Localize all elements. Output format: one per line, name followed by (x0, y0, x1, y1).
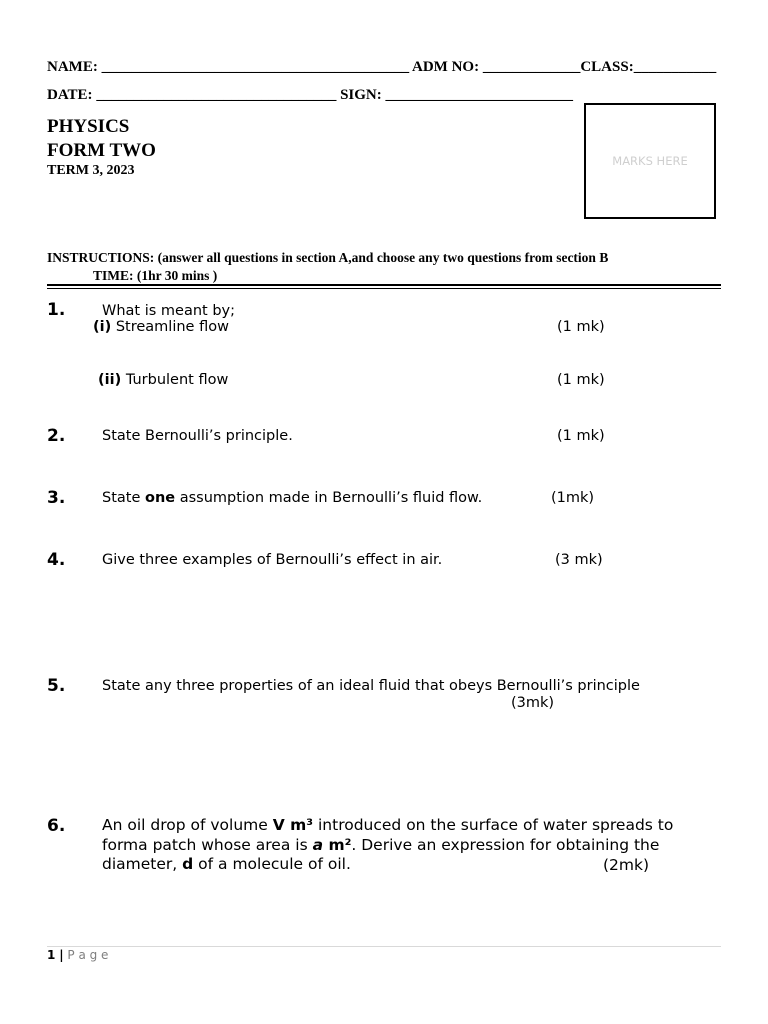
marks-label: (1 mk) (557, 372, 605, 388)
double-rule-top (47, 284, 721, 286)
question-number: 1. (47, 300, 66, 320)
question-number: 6. (47, 816, 66, 836)
name-label: NAME: (47, 59, 98, 75)
marks-label: (1mk) (551, 490, 595, 506)
sign-blank[interactable]: _________________________ (385, 87, 573, 103)
date-line (47, 87, 573, 104)
question-part (93, 319, 229, 335)
double-rule-bottom (47, 288, 721, 289)
question-text: State any three properties of an ideal fluid that obeys Bernoulli’s principle (102, 678, 640, 694)
marks-label: (1 mk) (557, 428, 605, 444)
part-text: Streamline flow (115, 319, 229, 335)
part-label: (i) (93, 319, 112, 335)
marks-label: (1 mk) (557, 319, 605, 335)
marks-label: (2mk) (603, 856, 650, 874)
part-text: Turbulent flow (125, 372, 229, 388)
part-label: (ii) (98, 372, 122, 388)
question-number: 3. (47, 488, 66, 508)
page-footer (47, 948, 108, 962)
question-number: 5. (47, 676, 66, 696)
sign-label: SIGN: (340, 87, 382, 103)
question-number: 2. (47, 426, 66, 446)
question-number: 4. (47, 550, 66, 570)
time-text: TIME: (1hr 30 mins ) (93, 268, 218, 283)
footer-divider (47, 946, 721, 947)
page-number: 1 (47, 948, 56, 962)
question-text: An oil drop of volume V m³ introduced on the surface of water spreads to forma patch whose area is a m². Derive an expression for obtaining the diameter, d of a molecule of oil. (102, 816, 674, 873)
page-label: P a g e (67, 948, 109, 962)
marks-box (584, 103, 716, 219)
adm-label: ADM NO: (412, 59, 480, 75)
adm-blank[interactable]: _____________ (482, 59, 581, 75)
date-blank[interactable]: ________________________________ (96, 87, 337, 103)
class-blank[interactable]: ___________ (633, 59, 717, 75)
question-part (98, 372, 228, 388)
question-text: Give three examples of Bernoulli’s effect in air. (102, 552, 443, 568)
instructions-text: INSTRUCTIONS: (answer all questions in section A,and choose any two questions from section B (47, 250, 609, 265)
class-label: CLASS: (580, 59, 634, 75)
question-text: What is meant by; (102, 303, 235, 319)
question-text: State Bernoulli’s principle. (102, 428, 293, 444)
name-blank[interactable]: _________________________________________ (101, 59, 410, 75)
name-line (47, 59, 716, 76)
term-title: TERM 3, 2023 (47, 163, 135, 178)
marks-label: (3mk) (511, 695, 555, 711)
marks-box-label: MARKS HERE (612, 154, 688, 168)
date-label: DATE: (47, 87, 93, 103)
form-title: FORM TWO (47, 140, 156, 161)
subject-title: PHYSICS (47, 116, 130, 137)
marks-label: (3 mk) (555, 552, 603, 568)
question-text: State one assumption made in Bernoulli’s fluid flow. (102, 490, 483, 506)
page-separator: | (59, 948, 64, 962)
